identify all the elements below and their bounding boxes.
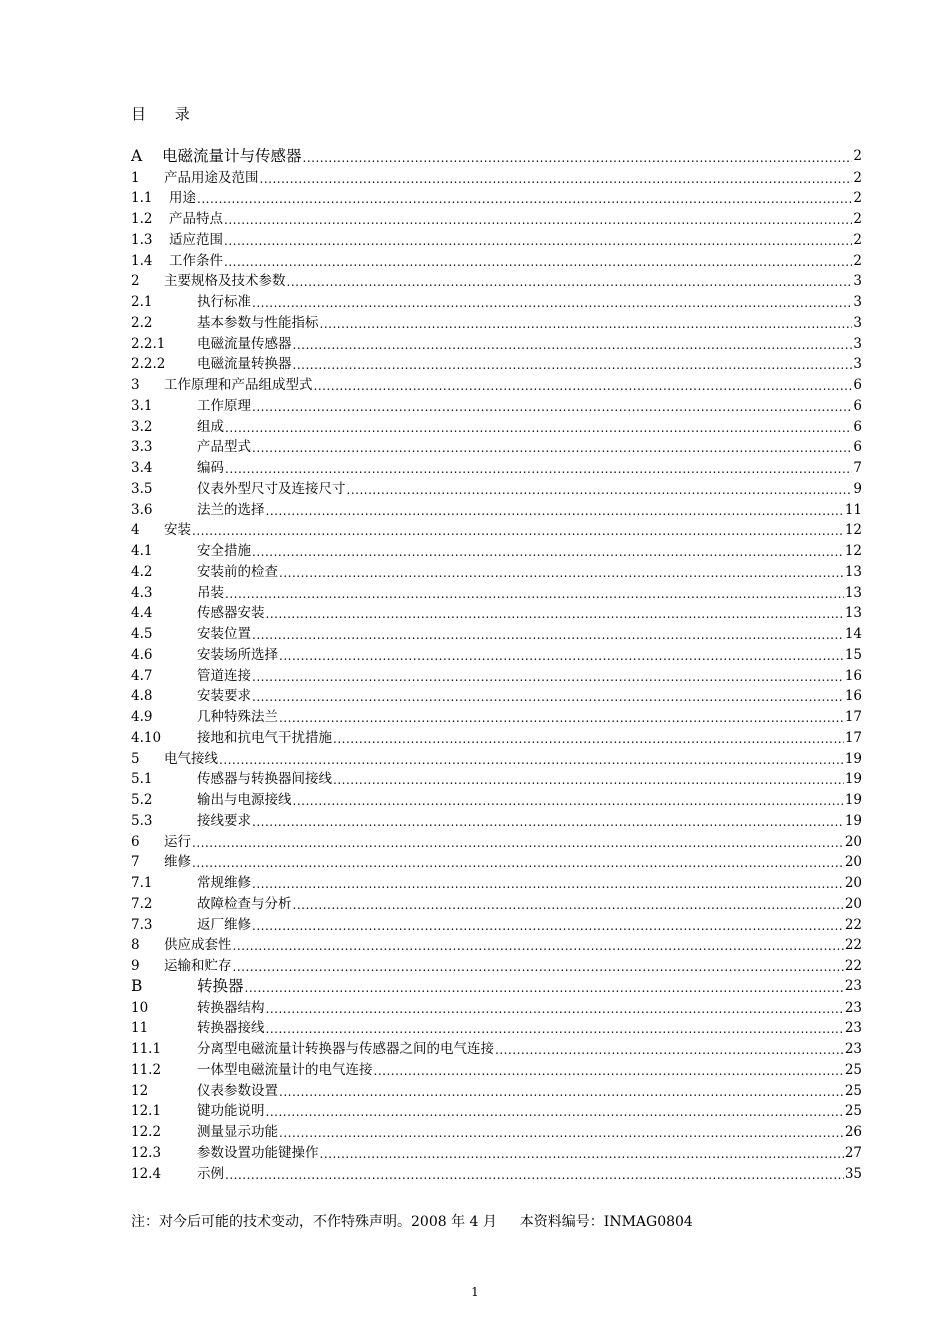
toc-entry-number: 7.3: [131, 916, 153, 933]
toc-entry: [131, 206, 862, 227]
toc-entry-page: 19: [844, 812, 862, 829]
toc-dot-leader: [252, 920, 844, 933]
toc-entry-title: 接线要求: [197, 812, 251, 829]
toc-entry-page: 13: [844, 563, 862, 580]
toc-entry-title: 编码: [197, 460, 224, 476]
toc-entry-page: 13: [844, 584, 862, 601]
toc-entry-title: 测量显示功能: [197, 1124, 278, 1140]
toc-entry-page: 23: [844, 977, 862, 994]
toc-dot-leader: [245, 982, 844, 995]
toc-dot-leader: [252, 297, 852, 310]
toc-entry-title: 安装前的检查: [197, 563, 278, 580]
toc-entry-title: 常规维修: [197, 875, 251, 891]
toc-entry-number: 2.1: [131, 294, 153, 310]
toc-entry: [131, 601, 862, 622]
toc-entry-number: 4.2: [131, 563, 153, 580]
toc-entry-number: 3.2: [131, 418, 153, 435]
toc-entry-title: 故障检查与分析: [197, 895, 292, 912]
toc-dot-leader: [233, 940, 844, 953]
toc-dot-leader: [293, 899, 844, 912]
toc-dot-leader: [495, 1044, 844, 1057]
toc-entry: [131, 269, 862, 290]
toc-dot-leader: [279, 650, 844, 663]
toc-entry-page: 17: [844, 709, 862, 725]
toc-entry-page: 19: [844, 750, 862, 767]
toc-entry-number: 5: [131, 750, 140, 767]
toc-entry: [131, 497, 862, 518]
toc-entry: [131, 850, 862, 871]
toc-dot-leader: [224, 256, 852, 269]
toc-entry-title: 接地和抗电气干扰措施: [197, 729, 332, 746]
toc-entry-number: 1.1: [131, 190, 153, 207]
toc-entry: [131, 912, 862, 933]
toc-entry: [131, 974, 862, 995]
toc-entry-number: 5.1: [131, 771, 153, 788]
toc-entry-number: 4.6: [131, 646, 153, 663]
toc-entry: [131, 1078, 862, 1099]
toc-entry-title: 基本参数与性能指标: [197, 314, 319, 331]
toc-entry-title: 几种特殊法兰: [197, 709, 278, 725]
toc-entry: [131, 310, 862, 331]
toc-entry-number: 11.1: [131, 1041, 162, 1057]
toc-entry-title: 供应成套性: [164, 937, 232, 954]
toc-entry-number: 12.3: [131, 1144, 162, 1161]
toc-entry: [131, 891, 862, 912]
toc-entry-title: 仪表外型尺寸及连接尺寸: [197, 480, 346, 497]
toc-entry: [131, 165, 862, 186]
toc-dot-leader: [279, 1127, 844, 1140]
toc-entry-title: 运行: [164, 833, 191, 850]
toc-entry-page: 27: [844, 1144, 862, 1161]
toc-entry-title: 安装位置: [197, 626, 251, 642]
toc-entry-title: 产品特点: [169, 211, 223, 227]
toc-entry-title: 工作原理和产品组成型式: [164, 377, 313, 393]
toc-entry-page: 25: [844, 1061, 862, 1078]
toc-entry-title: 管道连接: [197, 667, 251, 684]
toc-entry-title: 电磁流量传感器: [197, 335, 292, 352]
toc-entry: [131, 663, 862, 684]
toc-entry: [131, 1057, 862, 1078]
toc-entry-number: 7: [131, 854, 140, 871]
toc-entry: [131, 227, 862, 248]
toc-entry-number: 6: [131, 833, 140, 850]
toc-entry-number: 1.2: [131, 211, 153, 227]
toc-entry-title: 电磁流量计与传感器: [162, 146, 302, 165]
toc-entry-page: 3: [853, 356, 862, 373]
toc-entry-number: 12: [131, 1082, 149, 1099]
toc-heading: 目 录: [131, 105, 202, 123]
toc-entry-number: 2.2: [131, 314, 153, 331]
toc-entry: [131, 414, 862, 435]
toc-dot-leader: [192, 837, 844, 850]
toc-dot-leader: [225, 463, 852, 476]
toc-entry-page: 2: [853, 190, 862, 207]
toc-entry: [131, 746, 862, 767]
toc-entry: [131, 393, 862, 414]
toc-dot-leader: [252, 629, 844, 642]
toc-entry-page: 20: [844, 833, 862, 850]
toc-entry: [131, 1119, 862, 1140]
toc-entry: [131, 580, 862, 601]
toc-entry-title: 转换器结构: [197, 999, 265, 1016]
toc-entry-page: 16: [844, 688, 862, 705]
toc-entry-page: 13: [844, 605, 862, 622]
toc-entry: [131, 767, 862, 788]
toc-dot-leader: [333, 733, 844, 746]
toc-entry: [131, 642, 862, 663]
toc-entry-number: 12.1: [131, 1103, 162, 1120]
toc-entry-number: 8: [131, 937, 140, 954]
toc-entry-page: 6: [853, 418, 862, 435]
toc-entry-number: 1.3: [131, 231, 153, 248]
toc-entry-number: A: [131, 146, 143, 165]
page-number: 1: [471, 1285, 479, 1299]
toc-entry-number: 3.3: [131, 439, 153, 456]
toc-entry-number: 4.3: [131, 584, 153, 601]
toc-entry-page: 20: [844, 854, 862, 871]
toc-entry: [131, 704, 862, 725]
toc-entry-page: 3: [853, 294, 862, 310]
toc-dot-leader: [252, 816, 844, 829]
toc-dot-leader: [252, 671, 844, 684]
toc-entry: [131, 538, 862, 559]
toc-entry-number: 5.2: [131, 792, 153, 808]
toc-entry-number: 4.1: [131, 543, 153, 559]
toc-entry-page: 6: [853, 439, 862, 456]
toc-dot-leader: [252, 442, 852, 455]
toc-entry-page: 22: [844, 958, 862, 974]
toc-entry-number: 4.8: [131, 688, 153, 705]
toc-entry: [131, 435, 862, 456]
toc-entry-page: 35: [844, 1165, 862, 1182]
table-of-contents: [131, 144, 862, 1182]
toc-entry-number: 1: [131, 169, 140, 186]
toc-entry-title: 用途: [169, 190, 196, 207]
toc-entry: [131, 1016, 862, 1037]
toc-entry-number: 3.6: [131, 501, 153, 518]
toc-entry-number: 3.1: [131, 397, 153, 414]
toc-entry: [131, 455, 862, 476]
toc-dot-leader: [260, 173, 853, 186]
toc-entry-title: 一体型电磁流量计的电气连接: [197, 1061, 373, 1078]
toc-entry-title: 组成: [197, 418, 224, 435]
toc-entry-title: 分离型电磁流量计转换器与传感器之间的电气连接: [197, 1041, 494, 1057]
toc-entry-page: 2: [853, 252, 862, 269]
toc-entry-page: 23: [844, 1020, 862, 1037]
toc-dot-leader: [233, 961, 844, 974]
toc-entry-number: 3: [131, 377, 140, 393]
toc-dot-leader: [320, 1148, 844, 1161]
toc-entry: [131, 787, 862, 808]
toc-entry-number: 11.2: [131, 1061, 162, 1078]
toc-entry-page: 17: [844, 729, 862, 746]
toc-entry-number: 4.4: [131, 605, 153, 622]
toc-entry-title: 示例: [197, 1165, 224, 1182]
toc-entry: [131, 331, 862, 352]
toc-entry: [131, 1036, 862, 1057]
toc-entry-title: 电磁流量转换器: [197, 356, 292, 373]
toc-entry: [131, 808, 862, 829]
toc-entry-number: 7.1: [131, 875, 153, 891]
toc-entry-number: 12.4: [131, 1165, 162, 1182]
toc-entry-number: 2.2.2: [131, 356, 166, 373]
toc-entry-page: 25: [844, 1103, 862, 1120]
toc-entry-title: 安装场所选择: [197, 646, 278, 663]
toc-entry-title: 转换器接线: [197, 1020, 265, 1037]
toc-entry-page: 2: [853, 169, 862, 186]
toc-entry-number: 4.7: [131, 667, 153, 684]
toc-entry-page: 23: [844, 1041, 862, 1057]
toc-dot-leader: [266, 1003, 844, 1016]
toc-entry-title: 传感器安装: [197, 605, 265, 622]
toc-entry-page: 12: [844, 543, 862, 559]
toc-entry: [131, 1140, 862, 1161]
toc-dot-leader: [293, 795, 844, 808]
toc-entry-page: 22: [844, 916, 862, 933]
toc-entry-number: 3.4: [131, 460, 153, 476]
toc-entry: [131, 289, 862, 310]
toc-entry-title: 工作条件: [169, 252, 223, 269]
toc-entry-page: 19: [844, 771, 862, 788]
toc-dot-leader: [224, 235, 852, 248]
toc-entry: [131, 621, 862, 642]
toc-dot-leader: [224, 214, 852, 227]
toc-entry-title: 参数设置功能键操作: [197, 1144, 319, 1161]
toc-entry-page: 19: [844, 792, 862, 808]
toc-entry-number: 9: [131, 958, 140, 974]
toc-dot-leader: [333, 774, 844, 787]
toc-entry-title: 适应范围: [169, 231, 223, 248]
toc-entry-title: 产品用途及范围: [164, 169, 259, 186]
toc-dot-leader: [225, 422, 852, 435]
toc-entry-page: 11: [844, 501, 862, 518]
toc-entry-title: 返厂维修: [197, 916, 251, 933]
toc-dot-leader: [320, 318, 853, 331]
toc-dot-leader: [374, 1065, 844, 1078]
toc-entry: [131, 1099, 862, 1120]
toc-entry-title: 仪表参数设置: [197, 1082, 278, 1099]
toc-entry-page: 9: [853, 480, 862, 497]
toc-entry: [131, 870, 862, 891]
toc-dot-leader: [197, 193, 852, 206]
toc-entry: [131, 829, 862, 850]
toc-entry-number: 7.2: [131, 895, 153, 912]
toc-entry-title: 运输和贮存: [164, 958, 232, 974]
toc-entry-title: 转换器: [197, 976, 244, 995]
toc-entry-title: 安装: [164, 522, 191, 539]
toc-entry: [131, 1161, 862, 1182]
toc-entry: [131, 953, 862, 974]
toc-entry-title: 输出与电源接线: [197, 792, 292, 808]
toc-entry-number: 2: [131, 273, 140, 290]
toc-dot-leader: [252, 401, 852, 414]
toc-entry-title: 键功能说明: [197, 1103, 265, 1120]
footnote: 注：对今后可能的技术变动，不作特殊声明。2008 年 4 月 本资料编号：INMAG0804: [131, 1214, 693, 1230]
toc-dot-leader: [279, 1086, 844, 1099]
toc-entry: [131, 372, 862, 393]
toc-entry-title: 传感器与转换器间接线: [197, 771, 332, 788]
toc-entry-number: 3.5: [131, 480, 153, 497]
toc-dot-leader: [266, 1106, 844, 1119]
toc-dot-leader: [192, 857, 844, 870]
toc-entry-page: 3: [853, 314, 862, 331]
toc-entry-page: 16: [844, 667, 862, 684]
toc-dot-leader: [225, 1169, 844, 1182]
toc-entry: [131, 144, 862, 165]
toc-entry-page: 15: [844, 646, 862, 663]
toc-entry-number: 4.9: [131, 709, 153, 725]
toc-entry-page: 6: [853, 397, 862, 414]
toc-entry-number: 4.5: [131, 626, 153, 642]
toc-entry-number: 4: [131, 522, 140, 539]
toc-entry-title: 维修: [164, 854, 191, 871]
toc-entry-page: 12: [844, 522, 862, 539]
toc-entry-page: 20: [844, 875, 862, 891]
toc-dot-leader: [266, 505, 844, 518]
toc-entry-page: 23: [844, 999, 862, 1016]
toc-entry: [131, 352, 862, 373]
toc-entry-number: B: [131, 976, 143, 995]
toc-entry-number: 10: [131, 999, 149, 1016]
toc-dot-leader: [192, 525, 844, 538]
toc-entry: [131, 476, 862, 497]
toc-dot-leader: [293, 359, 853, 372]
toc-entry-page: 2: [853, 211, 862, 227]
toc-entry-title: 执行标准: [197, 294, 251, 310]
toc-entry: [131, 559, 862, 580]
toc-entry: [131, 995, 862, 1016]
toc-dot-leader: [303, 152, 853, 165]
toc-dot-leader: [314, 380, 853, 393]
toc-entry: [131, 725, 862, 746]
toc-entry-number: 2.2.1: [131, 335, 166, 352]
toc-dot-leader: [293, 339, 853, 352]
toc-dot-leader: [347, 484, 853, 497]
toc-dot-leader: [279, 567, 844, 580]
toc-entry-page: 26: [844, 1124, 862, 1140]
toc-entry-number: 4.10: [131, 729, 162, 746]
toc-dot-leader: [279, 712, 844, 725]
toc-dot-leader: [252, 546, 844, 559]
toc-entry: [131, 518, 862, 539]
toc-entry: [131, 933, 862, 954]
toc-entry-number: 1.4: [131, 252, 153, 269]
toc-entry-page: 20: [844, 895, 862, 912]
toc-dot-leader: [219, 754, 844, 767]
toc-dot-leader: [252, 878, 844, 891]
toc-entry-title: 主要规格及技术参数: [164, 273, 286, 290]
toc-entry-number: 12.2: [131, 1124, 162, 1140]
toc-entry-page: 3: [853, 273, 862, 290]
toc-entry-page: 14: [844, 626, 862, 642]
toc-entry-title: 安全措施: [197, 543, 251, 559]
toc-entry-page: 2: [853, 147, 862, 164]
toc-dot-leader: [252, 691, 844, 704]
toc-entry-page: 7: [853, 460, 862, 476]
toc-entry: [131, 186, 862, 207]
toc-entry: [131, 684, 862, 705]
toc-dot-leader: [287, 276, 853, 289]
toc-entry-number: 5.3: [131, 812, 153, 829]
toc-dot-leader: [266, 608, 844, 621]
toc-entry-number: 11: [131, 1020, 149, 1037]
toc-dot-leader: [266, 1023, 844, 1036]
toc-entry-page: 3: [853, 335, 862, 352]
toc-entry-title: 电气接线: [164, 750, 218, 767]
toc-entry-title: 法兰的选择: [197, 501, 265, 518]
toc-entry-page: 6: [853, 377, 862, 393]
toc-entry-page: 22: [844, 937, 862, 954]
toc-dot-leader: [225, 588, 844, 601]
toc-entry-title: 吊装: [197, 584, 224, 601]
toc-entry-title: 安装要求: [197, 688, 251, 705]
toc-entry-title: 工作原理: [197, 397, 251, 414]
toc-entry-title: 产品型式: [197, 439, 251, 456]
toc-entry: [131, 248, 862, 269]
toc-entry-page: 2: [853, 231, 862, 248]
toc-entry-page: 25: [844, 1082, 862, 1099]
